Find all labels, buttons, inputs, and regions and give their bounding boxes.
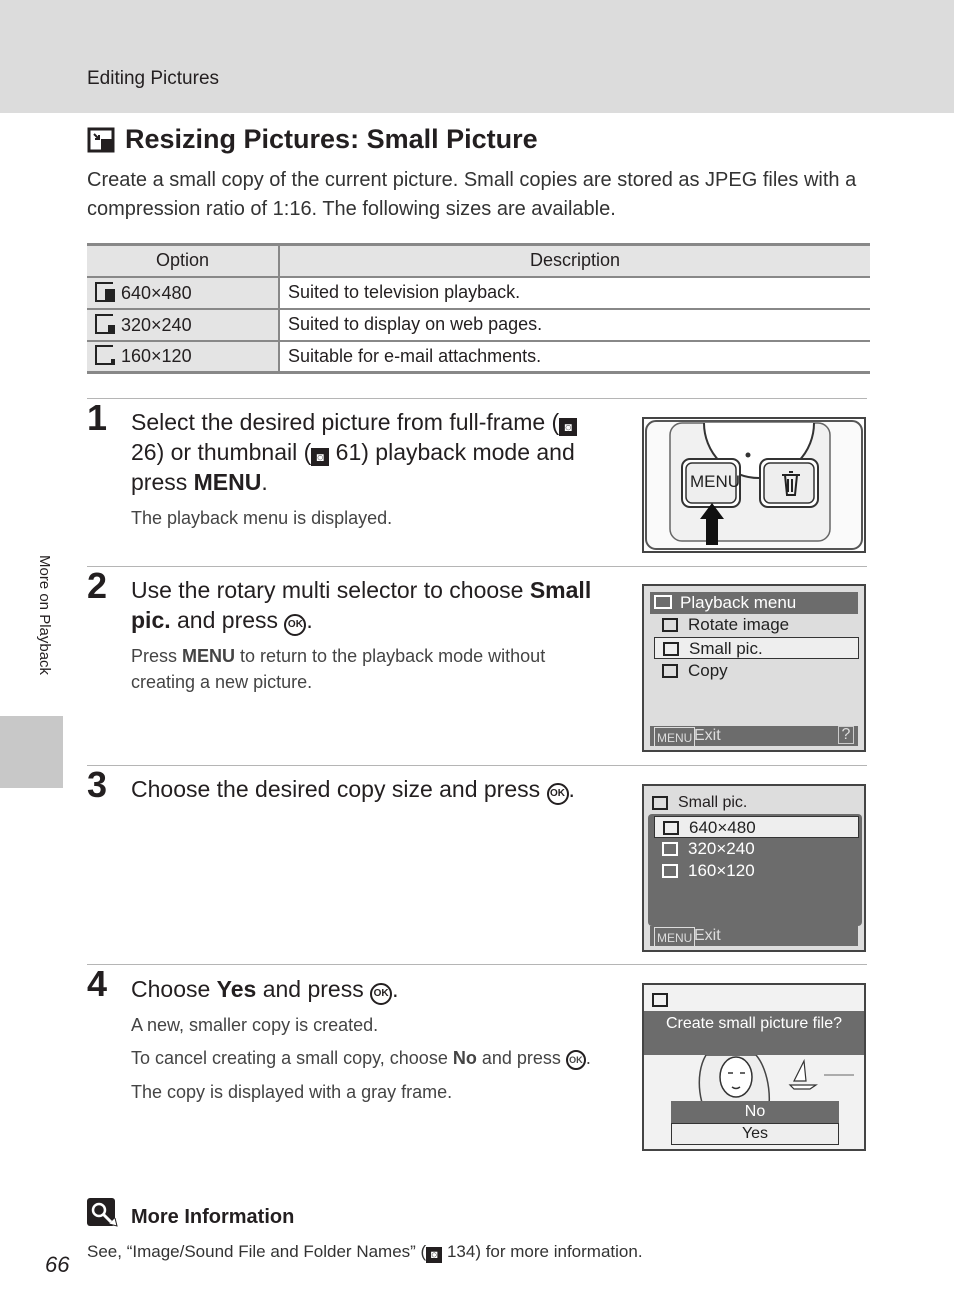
note-bold-text: No <box>452 1048 477 1068</box>
menu-item-label: Rotate image <box>688 615 790 634</box>
step-note <box>131 643 611 695</box>
menu-glyph: MENU <box>193 469 262 495</box>
step-text: and press <box>170 607 285 633</box>
small-picture-icon <box>663 642 679 656</box>
intro-paragraph: Create a small copy of the current picture. Small copies are stored as JPEG files with a compression ratio of 1:16. The following sizes are available. <box>87 169 857 220</box>
menu-button-label: MENU <box>690 472 741 491</box>
small-picture-icon <box>652 796 668 810</box>
help-icon: ? <box>838 726 854 744</box>
camera-back-illustration <box>642 417 866 553</box>
menu-glyph: MENU <box>654 727 695 749</box>
step-heading <box>131 575 611 636</box>
step-bold-text: Yes <box>216 976 257 1002</box>
option-label: 160×120 <box>121 346 192 367</box>
table-header-option: Option <box>87 245 279 277</box>
menu-glyph: MENU <box>182 646 236 666</box>
step-divider <box>87 566 867 567</box>
option-no: No <box>671 1101 839 1123</box>
step-note: The playback menu is displayed. <box>131 508 393 528</box>
small-picture-icon <box>652 993 668 1007</box>
menu-item-label: Copy <box>688 661 728 680</box>
info-text: ) for more information. <box>475 1242 643 1261</box>
table-cell-description: Suited to television playback. <box>279 277 870 309</box>
playback-menu-screen <box>642 584 866 752</box>
info-text: See, “Image/Sound File and Folder Names” ( <box>87 1242 427 1261</box>
step-number: 4 <box>87 963 108 1004</box>
step-note <box>131 1045 611 1071</box>
page-title-text: Resizing Pictures: Small Picture <box>125 124 538 154</box>
step-text: Select the desired picture from full-frame ( <box>131 409 560 435</box>
note-text: and press <box>476 1048 566 1068</box>
step-text: . <box>261 469 268 495</box>
ok-button-glyph: OK <box>370 983 392 1005</box>
step-text: . <box>568 776 575 802</box>
camera-buttons-drawing <box>644 419 864 551</box>
reference-icon: ◙ <box>559 418 577 436</box>
size-160-icon <box>95 345 115 365</box>
step-note: A new, smaller copy is created. <box>131 1015 379 1035</box>
step-heading <box>131 774 611 805</box>
option-label: 320×240 <box>121 314 192 335</box>
side-tab-label: More on Playback <box>36 555 53 676</box>
menu-item-rotate <box>654 614 859 636</box>
table-header-row <box>87 245 870 277</box>
side-tab <box>0 716 63 788</box>
table-row <box>87 277 870 309</box>
size-640-icon <box>95 282 115 302</box>
menu-glyph: MENU <box>654 927 695 949</box>
size-320-icon <box>95 314 115 334</box>
menu-item-small-pic <box>654 637 859 659</box>
ok-button-glyph: OK <box>284 614 306 636</box>
size-640-icon <box>663 821 679 835</box>
table-cell-description: Suitable for e-mail attachments. <box>279 341 870 373</box>
step-text: ) playback mode and press <box>131 439 575 495</box>
page-ref: 134 <box>446 1242 476 1261</box>
more-information-text <box>87 1242 643 1263</box>
note-text: . <box>585 1048 591 1068</box>
table-cell-option <box>87 277 279 309</box>
small-picture-icon <box>87 127 117 153</box>
header-band <box>0 0 954 113</box>
reference-icon: ◙ <box>426 1247 442 1263</box>
step-number: 3 <box>87 764 108 805</box>
small-pic-screen <box>642 784 866 952</box>
size-160-icon <box>662 864 678 878</box>
step-bold-text: Small pic. <box>131 577 592 633</box>
ok-button-glyph: OK <box>547 783 569 805</box>
table-header-description: Description <box>279 245 870 277</box>
step-text: . <box>392 976 399 1002</box>
confirm-screen <box>642 983 866 1151</box>
exit-label: Exit <box>694 927 721 944</box>
step-text: and press <box>256 976 371 1002</box>
page-title <box>87 124 538 155</box>
size-item-160 <box>654 860 859 882</box>
size-label: 640×480 <box>689 818 756 837</box>
rotate-icon <box>662 618 678 632</box>
size-label: 160×120 <box>688 861 755 880</box>
menu-item-label: Small pic. <box>689 639 763 658</box>
page-number: 66 <box>45 1252 70 1277</box>
note-text: To cancel creating a small copy, choose <box>131 1048 453 1068</box>
size-320-icon <box>662 842 678 856</box>
size-label: 320×240 <box>688 839 755 858</box>
lcd-footer <box>650 926 858 946</box>
play-icon <box>654 595 672 609</box>
option-label: 640×480 <box>121 282 192 303</box>
section-header: Editing Pictures <box>87 68 220 89</box>
step-note: The copy is displayed with a gray frame. <box>131 1082 453 1102</box>
copy-icon <box>662 664 678 678</box>
table-cell-description: Suited to display on web pages. <box>279 309 870 341</box>
ok-button-glyph: OK <box>566 1050 586 1070</box>
step-divider <box>87 765 867 766</box>
lcd-title: Small pic. <box>678 794 748 811</box>
page-ref: 61 <box>335 439 362 465</box>
table-cell-option <box>87 341 279 373</box>
exit-label: Exit <box>694 727 721 744</box>
step-heading <box>131 974 611 1005</box>
lcd-footer <box>650 726 858 746</box>
step-heading <box>131 407 611 497</box>
size-item-320 <box>654 838 859 860</box>
step-text: Use the rotary multi selector to choose <box>131 577 530 603</box>
lcd-title-bar <box>650 592 858 614</box>
page-ref: 26 <box>131 439 157 465</box>
table-cell-option <box>87 309 279 341</box>
lcd-title: Playback menu <box>680 593 797 612</box>
lcd-title-bar <box>650 792 858 814</box>
more-information-icon <box>87 1198 119 1230</box>
table-row <box>87 341 870 373</box>
step-text: . <box>306 607 313 633</box>
step-divider <box>87 964 867 965</box>
step-text: ) or thumbnail ( <box>156 439 312 465</box>
option-yes: Yes <box>671 1123 839 1145</box>
confirm-question: Create small picture file? <box>644 1011 864 1055</box>
table-row <box>87 309 870 341</box>
note-text: to return to the playback mode without creating a new picture. <box>131 646 546 692</box>
note-text: Press <box>131 646 183 666</box>
step-text: Choose <box>131 976 217 1002</box>
step-text: Choose the desired copy size and press <box>131 776 547 802</box>
step-number: 1 <box>87 397 108 438</box>
step-number: 2 <box>87 565 108 606</box>
reference-icon: ◙ <box>311 448 329 466</box>
menu-item-copy <box>654 660 859 682</box>
size-options-table <box>87 243 870 374</box>
size-item-640 <box>654 816 859 838</box>
more-information-title: More Information <box>131 1206 295 1228</box>
step-divider <box>87 398 867 399</box>
